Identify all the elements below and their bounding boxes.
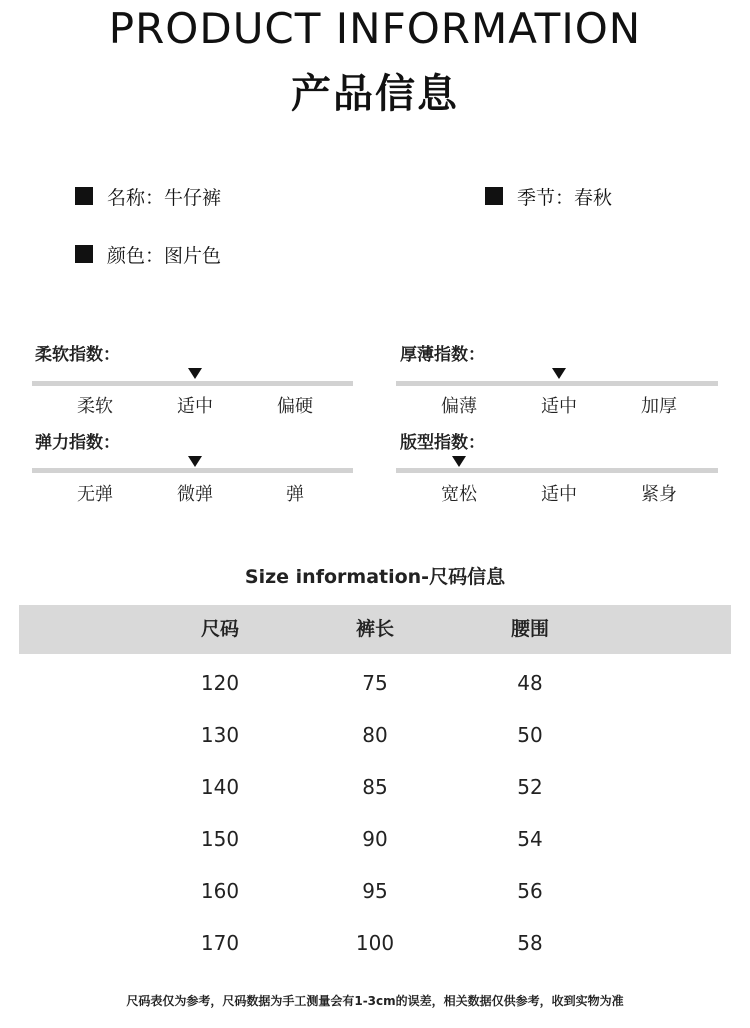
fit-index-label: 版型指数：: [400, 433, 485, 453]
table-cell-size: 150: [200, 827, 240, 851]
table-cell-length: 85: [362, 775, 388, 799]
fit-option-medium: 适中: [541, 484, 577, 505]
elasticity-index-label: 弹力指数：: [35, 433, 120, 453]
table-cell-length: 75: [362, 671, 388, 695]
fit-option-loose: 宽松: [441, 484, 477, 505]
info-name: [75, 182, 221, 210]
softness-option-hard: 偏硬: [277, 396, 313, 417]
fit-scale-bar: [396, 468, 718, 473]
elasticity-option-elastic: 弹: [286, 484, 304, 505]
thickness-option-thin: 偏薄: [441, 396, 477, 417]
table-cell-waist: 56: [517, 879, 543, 903]
info-name-text: 名称：牛仔裤: [107, 186, 222, 209]
table-cell-size: 140: [200, 775, 240, 799]
table-cell-size: 160: [200, 879, 240, 903]
fit-pointer-icon: [452, 456, 466, 467]
page-title-zh: 产品信息: [291, 71, 459, 117]
info-color-text: 颜色：图片色: [107, 244, 222, 267]
fit-option-tight: 紧身: [641, 484, 677, 505]
table-cell-length: 95: [362, 879, 388, 903]
size-table-title: Size information-尺码信息: [244, 566, 506, 588]
info-color: [75, 240, 221, 268]
square-bullet-icon: [75, 187, 93, 205]
softness-pointer-icon: [188, 368, 202, 379]
elasticity-option-none: 无弹: [77, 484, 113, 505]
table-cell-length: 100: [355, 931, 395, 955]
column-header-waist: 腰围: [510, 618, 549, 640]
column-header-size: 尺码: [200, 618, 239, 640]
table-cell-size: 120: [200, 671, 240, 695]
softness-index-label: 柔软指数：: [35, 345, 120, 365]
table-cell-size: 170: [200, 931, 240, 955]
thickness-pointer-icon: [552, 368, 566, 379]
table-cell-waist: 48: [517, 671, 543, 695]
softness-option-soft: 柔软: [77, 396, 113, 417]
table-cell-size: 130: [200, 723, 240, 747]
column-header-length: 裤长: [355, 618, 394, 640]
size-disclaimer: 尺码表仅为参考，尺码数据为手工测量会有1-3cm的误差，相关数据仅供参考，收到实物为准: [126, 994, 624, 1008]
elasticity-scale-bar: [32, 468, 353, 473]
table-cell-length: 90: [362, 827, 388, 851]
table-cell-waist: 50: [517, 723, 543, 747]
info-season-text: 季节：春秋: [517, 186, 613, 209]
square-bullet-icon: [75, 245, 93, 263]
table-cell-waist: 58: [517, 931, 543, 955]
elasticity-option-slight: 微弹: [177, 484, 213, 505]
table-cell-length: 80: [362, 723, 388, 747]
elasticity-pointer-icon: [188, 456, 202, 467]
table-cell-waist: 54: [517, 827, 543, 851]
thickness-scale-bar: [396, 381, 718, 386]
thickness-option-medium: 适中: [541, 396, 577, 417]
table-cell-waist: 52: [517, 775, 543, 799]
info-season: [485, 182, 612, 210]
square-bullet-icon: [485, 187, 503, 205]
thickness-option-thick: 加厚: [641, 396, 677, 417]
softness-option-medium: 适中: [177, 396, 213, 417]
thickness-index-label: 厚薄指数：: [400, 345, 485, 365]
softness-scale-bar: [32, 381, 353, 386]
page-title-en: PRODUCT INFORMATION: [108, 4, 642, 53]
